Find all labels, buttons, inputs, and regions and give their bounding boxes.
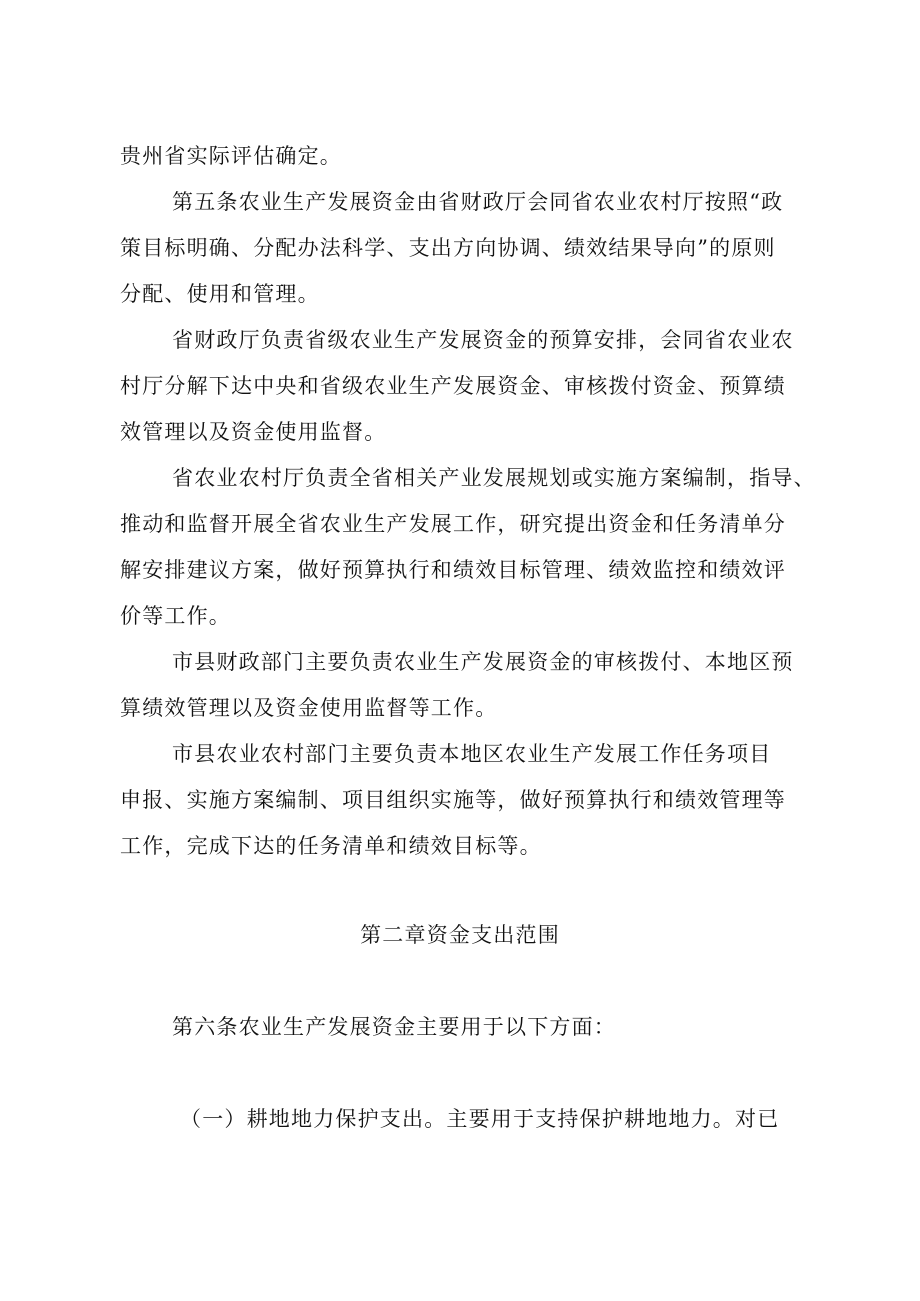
text-line-1: 贵州省实际评估确定。 (120, 144, 342, 168)
text-line-10: 解安排建议方案，做好预算执行和绩效目标管理、绩效监控和绩效评 (120, 558, 786, 582)
text-line-9: 推动和监督开展全省农业生产发展工作，研究提出资金和任务清单分 (120, 512, 786, 536)
text-line-6: 村厅分解下达中央和省级农业生产发展资金、审核拨付资金、预算绩 (120, 374, 786, 398)
text-line-8: 省农业农村厅负责全省相关产业发展规划或实施方案编制，指导、 (172, 466, 816, 490)
item-1-line: （一）耕地地力保护支出。主要用于支持保护耕地地力。对已 (180, 1107, 780, 1131)
text-line-15: 申报、实施方案编制、项目组织实施等，做好预算执行和绩效管理等 (120, 788, 786, 812)
text-line-14: 市县农业农村部门主要负责本地区农业生产发展工作任务项目 (172, 742, 772, 766)
text-line-11: 价等工作。 (120, 604, 231, 628)
text-line-3: 策目标明确、分配办法科学、支出方向协调、绩效结果导向”的原则 (120, 236, 776, 260)
chapter-heading: 第二章资金支出范围 (360, 923, 560, 947)
article-6-line: 第六条农业生产发展资金主要用于以下方面： (172, 1015, 616, 1039)
text-line-4: 分配、使用和管理。 (120, 282, 320, 306)
text-line-7: 效管理以及资金使用监督。 (120, 420, 387, 444)
text-line-2: 第五条农业生产发展资金由省财政厅会同省农业农村厅按照“政 (172, 190, 784, 214)
text-line-13: 算绩效管理以及资金使用监督等工作。 (120, 696, 498, 720)
text-line-5: 省财政厅负责省级农业生产发展资金的预算安排，会同省农业农 (172, 328, 794, 352)
text-line-16: 工作，完成下达的任务清单和绩效目标等。 (120, 834, 542, 858)
text-line-12: 市县财政部门主要负责农业生产发展资金的审核拨付、本地区预 (172, 650, 794, 674)
